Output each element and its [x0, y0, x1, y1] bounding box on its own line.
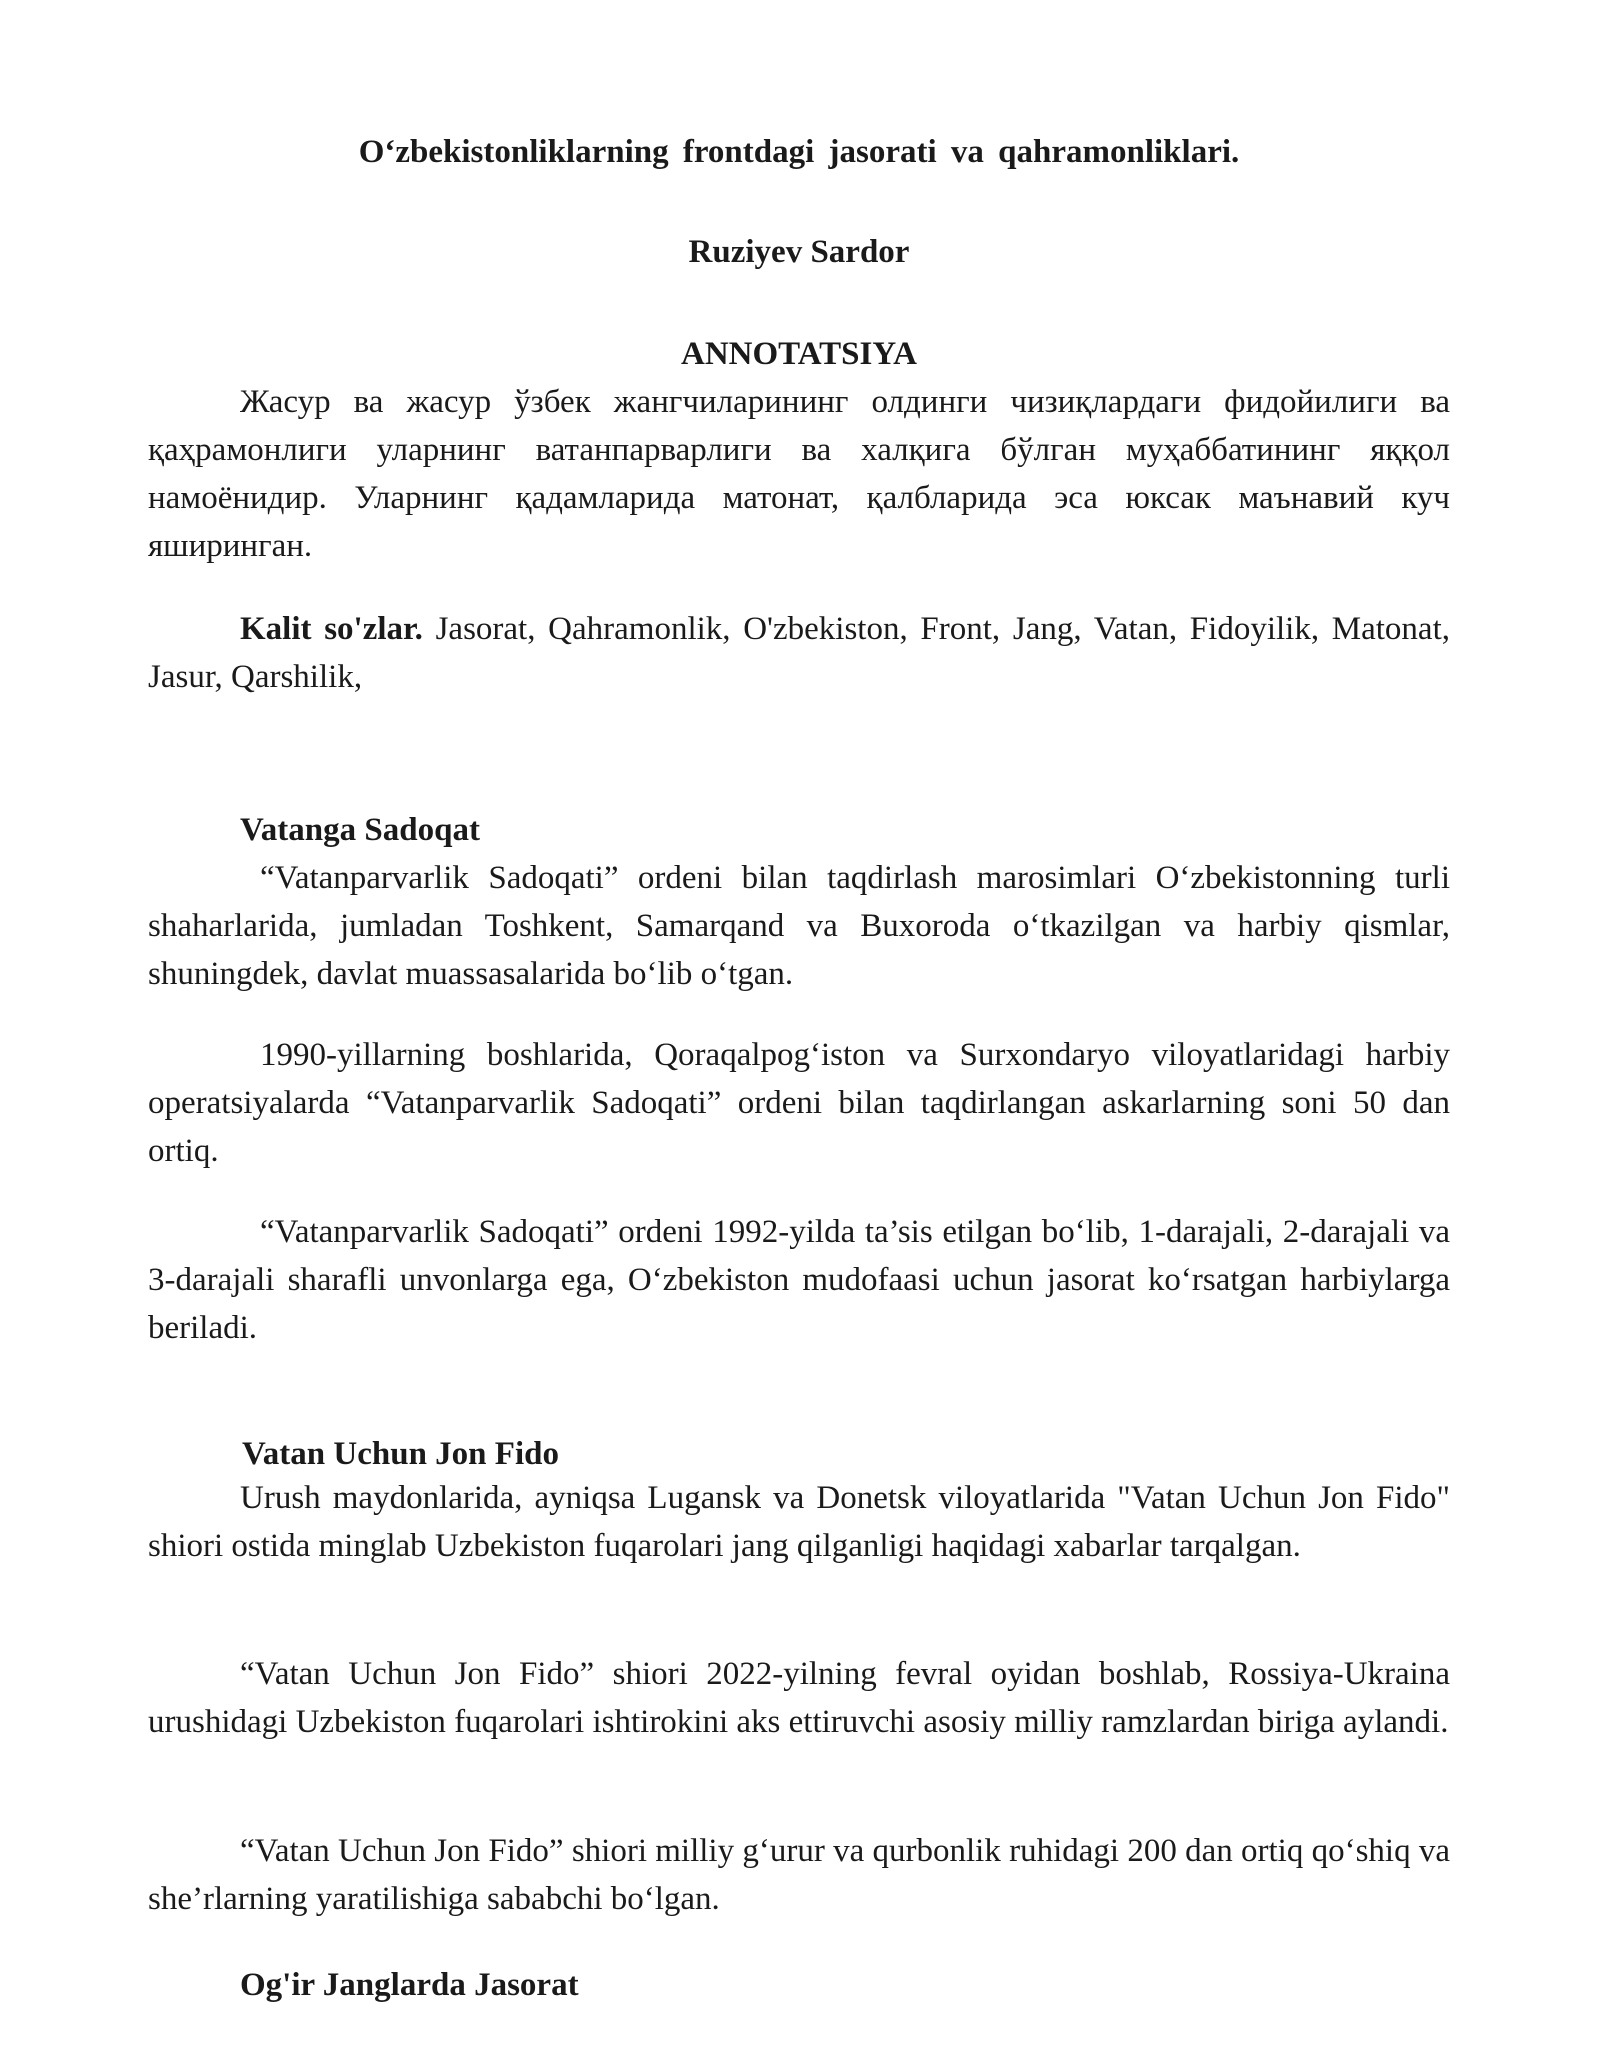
section-1-paragraph-1: “Vatanparvarlik Sadoqati” ordeni bilan taqdirlash marosimlari O‘zbekistonning turli shaharlarida, jumladan Toshkent, Samarqand va Buxoroda o‘tkazilgan va harbiy qismlar, shuningdek, davlat muassasalarida bo‘lib o‘tgan.	[148, 860, 1450, 992]
section-1-paragraph-3: “Vatanparvarlik Sadoqati” ordeni 1992-yilda ta’sis etilgan bo‘lib, 1-darajali, 2-darajali va 3-darajali sharafli unvonlarga ega, O‘zbekiston mudofaasi uchun jasorat ko‘rsatgan harbiylarga beriladi.	[148, 1214, 1450, 1346]
section-2-paragraph-1: Urush maydonlarida, ayniqsa Lugansk va Donetsk viloyatlarida "Vatan Uchun Jon Fido" shiori ostida minglab Uzbekiston fuqarolari jang qilganligi haqidagi xabarlar tarqalgan.	[148, 1480, 1450, 1564]
section-heading-ogir-janglarda-jasorat: Og'ir Janglarda Jasorat	[240, 1967, 579, 2003]
keywords-text: Jasorat, Qahramonlik, O'zbekiston, Front, Jang, Vatan, Fidoyilik, Matonat, Jasur, Qarshilik,	[148, 611, 1450, 695]
section-1-paragraph-2: 1990-yillarning boshlarida, Qoraqalpog‘iston va Surxondaryo viloyatlaridagi harbiy operatsiyalarda “Vatanparvarlik Sadoqati” ordeni bilan taqdirlangan askarlarning soni 50 dan ortiq.	[148, 1037, 1450, 1169]
document-page	[148, 0, 1450, 2070]
section-2-paragraph-3: “Vatan Uchun Jon Fido” shiori milliy g‘urur va qurbonlik ruhidagi 200 dan ortiq qo‘shiq va she’rlarning yaratilishiga sababchi bo‘lgan.	[148, 1833, 1450, 1917]
section-2-paragraph-2: “Vatan Uchun Jon Fido” shiori 2022-yilning fevral oyidan boshlab, Rossiya-Ukraina urushidagi Uzbekiston fuqarolari ishtirokini aks ettiruvchi asosiy milliy ramzlardan biriga aylandi.	[148, 1656, 1450, 1740]
section-heading-vatan-uchun-jon-fido: Vatan Uchun Jon Fido	[242, 1436, 559, 1472]
annotation-heading: ANNOTATSIYA	[681, 336, 917, 372]
annotation-text: Жасур ва жасур ўзбек жангчиларининг олдинги чизиқлардаги фидойилиги ва қаҳрамонлиги уларнинг ватанпарварлиги ва халқига бўлган муҳаббатининг яққол намоёнидир. Уларнинг қадамларида матонат, қалбларида эса юксак маънавий куч яширинган.	[148, 384, 1450, 564]
author-name: Ruziyev Sardor	[688, 234, 910, 270]
document-title: O‘zbekistonliklarning frontdagi jasorati va qahramonliklari.	[358, 134, 1240, 170]
section-heading-vatanga-sadoqat: Vatanga Sadoqat	[240, 812, 480, 848]
keywords-paragraph	[148, 605, 1450, 701]
keywords-label: Kalit so'zlar.	[240, 611, 423, 647]
